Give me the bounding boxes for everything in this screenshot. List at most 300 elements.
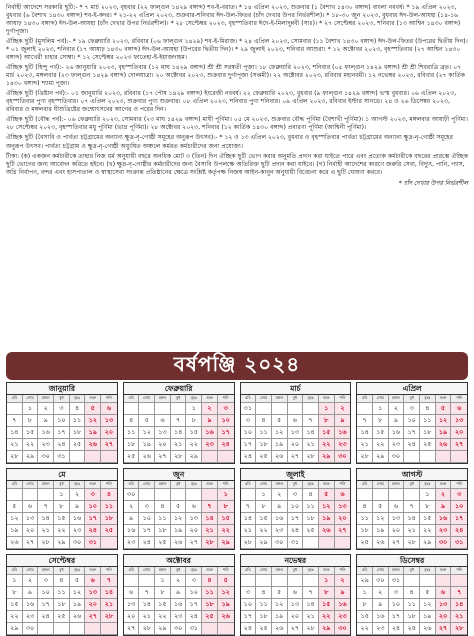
- weekday-header: মঙ্গল: [38, 481, 54, 489]
- weekday-header: শুক্র: [436, 481, 452, 489]
- day-cell: ১৬: [38, 427, 54, 439]
- year-banner-title: বর্ষপঞ্জি ২০২৪: [173, 351, 301, 376]
- notice-paragraph-christian: ঐচ্ছিক ছুটি (খ্রিষ্টান পর্ব):- ০১ জানুয়ারি ২০২৩, রবিবার (১৭ পৌষ ১৪২৯ বঙ্গাব্দ) ইংরেজী নববর্ষ। ২২ ফেব্রুয়ারি ২০২৩, বুধবার (৯ ফাল্গুন ১৪২৯ বঙ্গাব্দ) ভস্ম বুধবার। ০৬ এপ্রিল ২০২৩, বৃহস্পতিবার পুণ্য বৃহস্পতিবার। ০৭ এপ্রিল ২০২৩, শুক্রবার পুণ্য শুক্রবার। ০৮ এপ্রিল ২০২৩, শনিবার পুণ্য শনিবার। ০৯ এপ্রিল ২০২৩, রবিবার ইস্টার সানডে। ২৪ ও ২৬ ডিসেম্বর ২০২৩, রবিবার ও মঙ্গলবার যীশুখ্রিষ্টের জন্মোৎসবের আগের ও পরের দিন।: [6, 90, 457, 114]
- day-cell: ১৬: [436, 513, 452, 525]
- day-cell: [241, 575, 257, 587]
- day-cell: ২৩: [202, 439, 218, 451]
- day-cell: ৫: [272, 587, 288, 599]
- day-cell: ২১: [303, 439, 319, 451]
- day-cell: [124, 575, 140, 587]
- day-cell: ২২: [319, 439, 335, 451]
- weekday-header: শনি: [101, 395, 117, 403]
- day-cell: ১০: [288, 501, 304, 513]
- day-cell: ২৪: [241, 451, 257, 463]
- day-cell: ১৯: [7, 525, 23, 537]
- day-cell: ২৬: [139, 451, 155, 463]
- day-cell: ২৭: [389, 537, 405, 549]
- day-cell: ৪: [256, 415, 272, 427]
- weekday-header: রবি: [357, 481, 373, 489]
- weekday-header: রবি: [241, 567, 257, 575]
- day-cell: ২: [23, 575, 39, 587]
- day-cell: ২৯: [373, 451, 389, 463]
- day-cell: ১৩: [101, 415, 117, 427]
- weekday-header: শনি: [335, 567, 351, 575]
- day-cell: [357, 489, 373, 501]
- month-name: ডিসেম্বর: [357, 555, 467, 567]
- month-7: [240, 468, 352, 550]
- day-cell: ৪: [202, 575, 218, 587]
- month-9: [6, 554, 118, 636]
- weekday-header: বুধ: [404, 481, 420, 489]
- day-cell: ১৪: [171, 427, 187, 439]
- day-cell: ৩: [186, 575, 202, 587]
- month-days-grid: [124, 395, 234, 463]
- day-cell: ৩১: [389, 575, 405, 587]
- day-cell: ৯: [373, 599, 389, 611]
- day-cell: ২৪: [241, 623, 257, 635]
- weekday-header: বৃহঃ: [70, 567, 86, 575]
- day-cell: ২১: [303, 611, 319, 623]
- day-cell: ৭: [303, 587, 319, 599]
- day-cell: [101, 537, 117, 549]
- day-cell: ১০: [451, 501, 467, 513]
- day-cell: [256, 575, 272, 587]
- day-cell: ২৪: [288, 525, 304, 537]
- day-cell: ১৬: [335, 599, 351, 611]
- weekday-header: রবি: [7, 481, 23, 489]
- day-cell: ৯: [335, 587, 351, 599]
- day-cell: ২৯: [319, 623, 335, 635]
- month-3: [240, 382, 352, 464]
- day-cell: ২৮: [101, 611, 117, 623]
- month-6: [123, 468, 235, 550]
- day-cell: [389, 489, 405, 501]
- day-cell: ৭: [139, 587, 155, 599]
- day-cell: ১৭: [54, 427, 70, 439]
- day-cell: ২৬: [218, 611, 234, 623]
- month-name: নভেম্বর: [241, 555, 351, 567]
- day-cell: ২৩: [171, 611, 187, 623]
- day-cell: ১: [256, 489, 272, 501]
- weekday-header: সোম: [373, 481, 389, 489]
- day-cell: ৩০: [38, 451, 54, 463]
- weekday-header: বুধ: [54, 481, 70, 489]
- day-cell: ১৭: [241, 611, 257, 623]
- day-cell: ২৬: [171, 537, 187, 549]
- day-cell: ১৭: [241, 439, 257, 451]
- day-cell: ৩: [139, 501, 155, 513]
- day-cell: ১২: [436, 415, 452, 427]
- day-cell: ২২: [7, 611, 23, 623]
- weekday-header: শনি: [451, 481, 467, 489]
- day-cell: [70, 451, 86, 463]
- day-cell: ২৭: [124, 623, 140, 635]
- day-cell: ২৫: [54, 611, 70, 623]
- day-cell: ৯: [38, 415, 54, 427]
- day-cell: [404, 575, 420, 587]
- day-cell: ১৪: [357, 427, 373, 439]
- day-cell: ১৭: [218, 427, 234, 439]
- day-cell: ৩: [451, 489, 467, 501]
- day-cell: ১১: [54, 587, 70, 599]
- day-cell: ১৬: [124, 525, 140, 537]
- holiday-notice: [6, 4, 468, 344]
- day-cell: ১১: [101, 501, 117, 513]
- day-cell: ৫: [218, 575, 234, 587]
- weekday-header: মঙ্গল: [155, 481, 171, 489]
- notice-paragraph-govt: নির্বাহী আদেশে সরকারি ছুটি:- * ৭ মার্চ ২০২৩, বৃহবার (২২ ফাল্গুন ১৪২৯ বঙ্গাব্দ) শব-ই-বরাত। * ১৪ এপ্রিল ২০২৩, শুক্রবার (১ বৈশাখ ১৪৩০ বঙ্গাব্দ) বাংলা নববর্ষ। * ১৯ এপ্রিল ২০২৩, বুধবার (৬ বৈশাখ ১৪৩০ বঙ্গাব্দ) শব-ই-কদর। * ২১-২২ এপ্রিল ২০২৩, শুক্রবার-শনিবার ঈদ-উল-ফিতর (চাঁদ দেখার উপর নির্ভরশীল)। * ১৮-৩০ জুন ২০২৩, বুধবার ঈদ-উল-আযহা (১৪-১৬ আষাঢ় ১৪৩০ বঙ্গাব্দ) ঈদ-উল-আযহা (চাঁদ দেখার উপর নির্ভরশীল)। * ২৮ সেপ্টেম্বর ২০২৩, বৃহস্পতিবার ঈদে-ই-মিলাদুন্নবী (সাঃ)। * ২৭ সেপ্টেম্বর ২০২৩, শনিবার (১৩ আশ্বিন ১৪৩০ বঙ্গাব্দ) দুর্গাপূজা।: [6, 4, 461, 36]
- weekday-header: শুক্র: [85, 481, 101, 489]
- day-cell: ১২: [373, 513, 389, 525]
- day-cell: ১৮: [404, 611, 420, 623]
- day-cell: ৩০: [389, 451, 405, 463]
- day-cell: [38, 489, 54, 501]
- day-cell: [218, 451, 234, 463]
- day-cell: ২৩: [389, 439, 405, 451]
- day-cell: ২৭: [23, 537, 39, 549]
- day-cell: ২৭: [186, 537, 202, 549]
- day-cell: [303, 537, 319, 549]
- weekday-header: মঙ্গল: [389, 567, 405, 575]
- weekday-header: সোম: [373, 395, 389, 403]
- day-cell: ৫: [420, 587, 436, 599]
- day-cell: ২: [373, 587, 389, 599]
- day-cell: ১৯: [272, 611, 288, 623]
- day-cell: ১৫: [54, 513, 70, 525]
- day-cell: [202, 623, 218, 635]
- day-cell: ২২: [54, 525, 70, 537]
- day-cell: ৬: [288, 415, 304, 427]
- weekday-header: বুধ: [404, 567, 420, 575]
- day-cell: ৪: [256, 587, 272, 599]
- day-cell: [7, 403, 23, 415]
- month-name: এপ্রিল: [357, 383, 467, 395]
- day-cell: ৩১: [241, 403, 257, 415]
- weekday-header: বৃহঃ: [303, 395, 319, 403]
- day-cell: ১৩: [288, 427, 304, 439]
- day-cell: ১৮: [124, 439, 140, 451]
- day-cell: ২৯: [319, 451, 335, 463]
- day-cell: ১৪: [202, 513, 218, 525]
- day-cell: ৯: [436, 501, 452, 513]
- day-cell: ৫: [85, 403, 101, 415]
- day-cell: ১৩: [85, 587, 101, 599]
- day-cell: ২৯: [256, 537, 272, 549]
- day-cell: [218, 623, 234, 635]
- day-cell: ৬: [186, 501, 202, 513]
- day-cell: ২: [335, 575, 351, 587]
- day-cell: ১: [155, 575, 171, 587]
- day-cell: ৪: [155, 501, 171, 513]
- day-cell: ২৮: [303, 623, 319, 635]
- day-cell: ২৬: [319, 525, 335, 537]
- day-cell: ১৬: [335, 427, 351, 439]
- day-cell: ২১: [171, 439, 187, 451]
- day-cell: ২৫: [70, 439, 86, 451]
- day-cell: ৩০: [335, 623, 351, 635]
- weekday-header: বৃহঃ: [70, 481, 86, 489]
- weekday-header: বৃহঃ: [186, 567, 202, 575]
- day-cell: ৫: [7, 501, 23, 513]
- day-cell: ৩১: [186, 623, 202, 635]
- day-cell: ১৬: [171, 599, 187, 611]
- weekday-header: শুক্র: [436, 567, 452, 575]
- weekday-header: বৃহঃ: [420, 567, 436, 575]
- notice-paragraph-buddhist: ঐচ্ছিক ছুটি (বৌদ্ধ পর্ব):- ০৬ ফেব্রুয়ারি ২০২৩, সোমবার (২৩ মাঘ ১৪২৯ বঙ্গাব্দ) মাঘী পূর্ণিমা। ০৫ মে ২০২৩, শুক্রবার বৌদ্ধ পূর্ণিমা (বৈশাখী পূর্ণিমা)। ১ আগস্ট ২০২৩, মঙ্গলবার আষাঢ়ী পূর্ণিমা। ২৮ সেপ্টেম্বর ২০২৩, বৃহস্পতিবার মধু পূর্ণিমা (ভাদ্র পূর্ণিমা)। ২৮ অক্টোবর ২০২৩, শনিবার (১২ কার্তিক ১৪৩০ বঙ্গাব্দ) প্রবারণা পূর্ণিমা (আশ্বিনী পূর্ণিমা)।: [6, 116, 468, 132]
- day-cell: ৮: [7, 587, 23, 599]
- day-cell: [186, 489, 202, 501]
- day-cell: ১৪: [38, 513, 54, 525]
- day-cell: ২৩: [436, 525, 452, 537]
- day-cell: ১৬: [70, 513, 86, 525]
- day-cell: ১০: [139, 513, 155, 525]
- weekday-header: বুধ: [54, 567, 70, 575]
- day-cell: ১০: [389, 599, 405, 611]
- day-cell: ১১: [256, 599, 272, 611]
- day-cell: ১৪: [303, 427, 319, 439]
- day-cell: ১২: [171, 513, 187, 525]
- day-cell: ৩: [85, 489, 101, 501]
- day-cell: ২৯: [357, 575, 373, 587]
- day-cell: ২৮: [303, 451, 319, 463]
- month-days-grid: [7, 567, 117, 635]
- year-banner: [6, 352, 468, 380]
- day-cell: ১১: [202, 587, 218, 599]
- day-cell: [124, 403, 140, 415]
- day-cell: ২৪: [38, 611, 54, 623]
- weekday-header: বৃহঃ: [420, 395, 436, 403]
- day-cell: ১৮: [70, 427, 86, 439]
- weekday-header: সোম: [139, 395, 155, 403]
- day-cell: ২৯: [420, 537, 436, 549]
- day-cell: [357, 403, 373, 415]
- weekday-header: বৃহঃ: [186, 481, 202, 489]
- day-cell: ২৯: [218, 537, 234, 549]
- day-cell: ২৫: [404, 623, 420, 635]
- day-cell: ৮: [54, 501, 70, 513]
- day-cell: ৯: [389, 415, 405, 427]
- day-cell: [139, 489, 155, 501]
- day-cell: ১১: [256, 427, 272, 439]
- day-cell: ২০: [155, 439, 171, 451]
- day-cell: ২: [335, 403, 351, 415]
- day-cell: ২৩: [373, 623, 389, 635]
- day-cell: [420, 575, 436, 587]
- day-cell: [335, 537, 351, 549]
- weekday-header: বৃহঃ: [186, 395, 202, 403]
- day-cell: ১০: [241, 599, 257, 611]
- day-cell: ২: [171, 575, 187, 587]
- month-5: [6, 468, 118, 550]
- day-cell: ১৪: [404, 513, 420, 525]
- day-cell: ২৯: [7, 623, 23, 635]
- day-cell: ১৩: [288, 599, 304, 611]
- day-cell: ৬: [436, 587, 452, 599]
- month-name: ফেব্রুয়ারি: [124, 383, 234, 395]
- day-cell: ২০: [124, 611, 140, 623]
- day-cell: ৮: [218, 501, 234, 513]
- day-cell: ৮: [23, 415, 39, 427]
- day-cell: ১৫: [23, 427, 39, 439]
- day-cell: [171, 403, 187, 415]
- day-cell: ২৫: [256, 451, 272, 463]
- day-cell: ১৮: [256, 611, 272, 623]
- day-cell: ২৮: [139, 623, 155, 635]
- day-cell: ২৬: [7, 537, 23, 549]
- weekday-header: শুক্র: [202, 395, 218, 403]
- month-name: সেপ্টেম্বর: [7, 555, 117, 567]
- day-cell: ২৮: [357, 451, 373, 463]
- day-cell: ২৯: [155, 623, 171, 635]
- notice-footnote: * চাঁদ দেখার উপর নির্ভরশীল: [398, 179, 468, 187]
- day-cell: ১২: [420, 599, 436, 611]
- day-cell: ৭: [101, 575, 117, 587]
- day-cell: ১: [218, 489, 234, 501]
- day-cell: ২৮: [38, 537, 54, 549]
- day-cell: ২১: [7, 439, 23, 451]
- month-2: [123, 382, 235, 464]
- day-cell: ২৪: [404, 439, 420, 451]
- day-cell: [241, 489, 257, 501]
- day-cell: ২: [436, 489, 452, 501]
- day-cell: ২: [202, 403, 218, 415]
- weekday-header: রবি: [124, 481, 140, 489]
- weekday-header: বুধ: [171, 481, 187, 489]
- day-cell: ৯: [171, 587, 187, 599]
- day-cell: ২০: [451, 427, 467, 439]
- weekday-header: সোম: [139, 567, 155, 575]
- day-cell: ২৩: [272, 525, 288, 537]
- month-name: জুলাই: [241, 469, 351, 481]
- weekday-header: বুধ: [54, 395, 70, 403]
- day-cell: ১৭: [288, 513, 304, 525]
- month-name: জুন: [124, 469, 234, 481]
- day-cell: ৬: [155, 415, 171, 427]
- day-cell: ৯: [202, 415, 218, 427]
- day-cell: ৩০: [23, 623, 39, 635]
- day-cell: ২৫: [101, 525, 117, 537]
- day-cell: ২১: [101, 599, 117, 611]
- day-cell: ৭: [451, 587, 467, 599]
- day-cell: ২০: [186, 525, 202, 537]
- weekday-header: সোম: [23, 481, 39, 489]
- day-cell: ৪: [70, 403, 86, 415]
- day-cell: ১৩: [335, 501, 351, 513]
- day-cell: ২৭: [335, 525, 351, 537]
- day-cell: ২৪: [218, 439, 234, 451]
- day-cell: ১৩: [186, 513, 202, 525]
- day-cell: ২৫: [303, 525, 319, 537]
- day-cell: ২২: [420, 525, 436, 537]
- day-cell: [451, 575, 467, 587]
- day-cell: ৩: [389, 587, 405, 599]
- day-cell: ৭: [38, 501, 54, 513]
- day-cell: ২৩: [124, 537, 140, 549]
- weekday-header: সোম: [256, 481, 272, 489]
- day-cell: ১৮: [155, 525, 171, 537]
- day-cell: [272, 575, 288, 587]
- weekday-header: রবি: [124, 567, 140, 575]
- day-cell: [38, 623, 54, 635]
- day-cell: ১২: [319, 501, 335, 513]
- day-cell: ১: [186, 403, 202, 415]
- day-cell: [202, 489, 218, 501]
- day-cell: ৯: [335, 415, 351, 427]
- weekday-header: বুধ: [288, 395, 304, 403]
- day-cell: ২৭: [288, 623, 304, 635]
- day-cell: ২৫: [357, 537, 373, 549]
- day-cell: ২৬: [70, 611, 86, 623]
- weekday-header: বুধ: [288, 567, 304, 575]
- day-cell: ৩১: [85, 537, 101, 549]
- weekday-header: শুক্র: [319, 481, 335, 489]
- day-cell: [101, 623, 117, 635]
- day-cell: ২: [389, 403, 405, 415]
- weekday-header: রবি: [357, 567, 373, 575]
- weekday-header: রবি: [7, 567, 23, 575]
- month-days-grid: [241, 481, 351, 549]
- day-cell: ২৮: [7, 451, 23, 463]
- day-cell: ৬: [23, 501, 39, 513]
- day-cell: ৫: [272, 415, 288, 427]
- month-days-grid: [7, 481, 117, 549]
- day-cell: [171, 489, 187, 501]
- day-cell: [139, 575, 155, 587]
- weekday-header: মঙ্গল: [155, 395, 171, 403]
- day-cell: ২৮: [202, 537, 218, 549]
- day-cell: ৩: [241, 415, 257, 427]
- day-cell: ১৯: [272, 439, 288, 451]
- day-cell: ২৪: [451, 525, 467, 537]
- weekday-header: মঙ্গল: [38, 395, 54, 403]
- day-cell: ১২: [272, 427, 288, 439]
- day-cell: ৬: [288, 587, 304, 599]
- day-cell: ১: [357, 587, 373, 599]
- day-cell: [155, 489, 171, 501]
- weekday-header: শনি: [335, 395, 351, 403]
- day-cell: ৭: [202, 501, 218, 513]
- day-cell: ২৬: [436, 439, 452, 451]
- day-cell: ১৯: [420, 611, 436, 623]
- day-cell: ২১: [202, 525, 218, 537]
- day-cell: ১৮: [202, 599, 218, 611]
- day-cell: ২৬: [272, 623, 288, 635]
- weekday-header: সোম: [256, 395, 272, 403]
- day-cell: ৮: [420, 501, 436, 513]
- weekday-header: মঙ্গল: [272, 481, 288, 489]
- day-cell: ১৬: [23, 599, 39, 611]
- day-cell: ১৩: [451, 415, 467, 427]
- month-name: মার্চ: [241, 383, 351, 395]
- day-cell: ৮: [155, 587, 171, 599]
- weekday-header: শনি: [218, 395, 234, 403]
- weekday-header: মঙ্গল: [38, 567, 54, 575]
- weekday-header: রবি: [124, 395, 140, 403]
- day-cell: ৫: [139, 415, 155, 427]
- day-cell: ৯: [23, 587, 39, 599]
- day-cell: ১৩: [155, 427, 171, 439]
- day-cell: ১৫: [319, 427, 335, 439]
- day-cell: ৩: [288, 489, 304, 501]
- day-cell: ৬: [451, 403, 467, 415]
- day-cell: ১৬: [389, 427, 405, 439]
- day-cell: ১৩: [124, 599, 140, 611]
- day-cell: ২৬: [373, 537, 389, 549]
- day-cell: ২৫: [155, 537, 171, 549]
- weekday-header: মঙ্গল: [272, 395, 288, 403]
- day-cell: [7, 489, 23, 501]
- day-cell: ৮: [373, 415, 389, 427]
